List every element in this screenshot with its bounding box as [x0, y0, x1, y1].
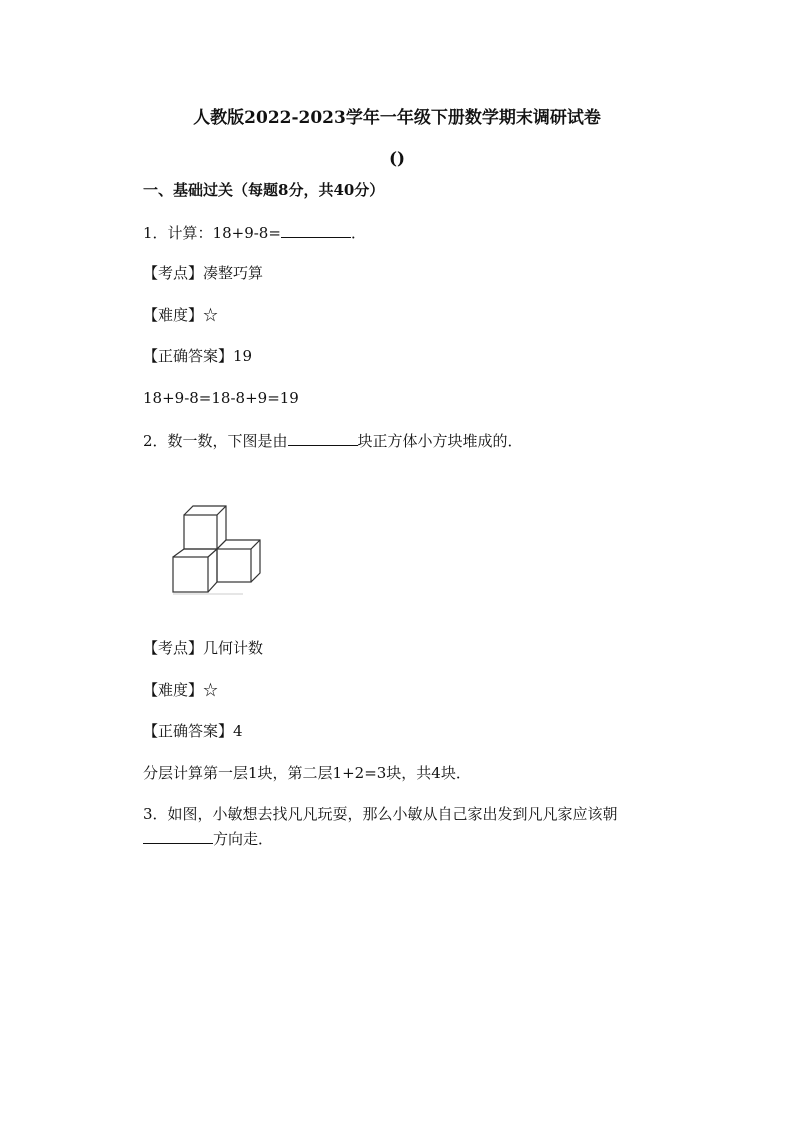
question-1-difficulty: 【难度】☆	[143, 306, 219, 324]
question-3-answer-blank	[143, 828, 213, 844]
question-1-stem	[143, 222, 366, 243]
question-2-text-end: 块正方体小方块堆成的．	[357, 432, 523, 450]
question-3-text-end: 方向走．	[213, 830, 274, 848]
cube-stack-figure	[168, 497, 268, 597]
cube-top	[184, 506, 226, 549]
question-2-answer: 【正确答案】4	[143, 722, 243, 740]
cube-bottom-right	[217, 540, 260, 582]
question-2-explanation: 分层计算第一层1块，第二层1+2=3块，共4块．	[143, 764, 471, 782]
question-3-stem-line2	[143, 828, 273, 849]
question-3-stem-line1: 3．如图，小敏想去找凡凡玩耍，那么小敏从自己家出发到凡凡家应该朝	[143, 805, 618, 823]
document-title: 人教版2022-2023学年一年级下册数学期末调研试卷	[193, 108, 601, 128]
question-1-kaodian: 【考点】凑整巧算	[143, 264, 264, 282]
question-1-text: 1．计算：18+9-8=	[143, 224, 281, 242]
question-2-answer-blank	[288, 430, 358, 446]
question-2-stem	[143, 430, 523, 451]
question-1-answer: 【正确答案】19	[143, 347, 253, 365]
question-1-explanation: 18+9-8=18-8+9=19	[143, 389, 299, 407]
cube-bottom-left	[173, 549, 217, 592]
question-2-kaodian: 【考点】几何计数	[143, 639, 264, 657]
section-heading: 一、基础过关（每题8分，共40分）	[143, 181, 385, 199]
question-1-text-end: ．	[350, 224, 366, 242]
document-subtitle: ()	[388, 149, 406, 169]
question-2-difficulty: 【难度】☆	[143, 681, 219, 699]
question-1-answer-blank	[281, 222, 351, 238]
question-2-text: 2．数一数，下图是由	[143, 432, 288, 450]
